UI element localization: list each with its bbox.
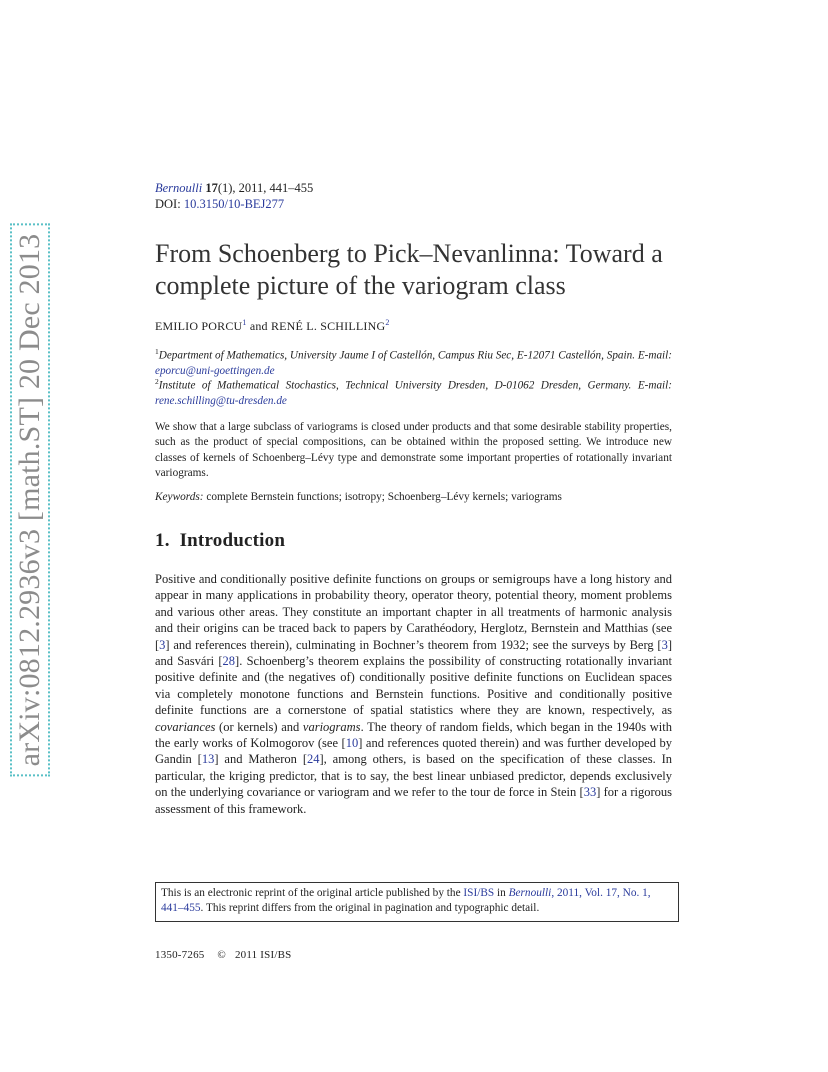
citation-link-10[interactable]: 10 [345,736,359,751]
intro-text: ] and Sasvári [ [155,637,672,669]
reprint-text: . This reprint differs from the original in pagination and typographic detail. [200,902,540,915]
journal-issue-pages: (1), 2011, 441–455 [217,181,314,195]
affiliation-2 [155,374,672,409]
page-footer [155,949,291,961]
keywords-label: Keywords: [155,491,204,503]
abstract: We show that a large subclass of variograms is closed under products and that some desirable stability properties, such as the product of special compositions, can be obtained within the proposed setting. We introduce new classes of kernels of Schoenberg–Lévy type and demonstrate some important properties of rotationally invariant variograms. [155,421,672,480]
section-number: 1. [155,530,170,551]
intro-text: ] and references quoted therein) and was further developed by Gandin [ [155,736,672,767]
affiliation-1-email-link[interactable]: eporcu@uni-goettingen.de [155,364,275,377]
reprint-journal-link[interactable]: Bernoulli [508,887,552,899]
intro-emphasis-covariances: covariances [155,719,216,734]
journal-volume: 17 [205,181,218,195]
affiliation-2-text: Institute of Mathematical Stochastics, Technical University Dresden, D-01062 Dresden, Germany. E-mail: [158,379,672,392]
copyright-year-publisher: 2011 ISI/BS [234,949,292,961]
intro-text: ], among others, is based on the specification of these classes. In particular, the kriging predictor, that is to say, the best linear unbiased predictor, depends exclusively on the underlying covariance or variogram and we refer to the tour de force in Stein [ [155,752,672,800]
intro-text: . The theory of random fields, which began in the 1940s with the early works of Kolmogorov (see [ [155,719,672,751]
citation-link-24[interactable]: 24 [307,752,320,767]
author-2-affiliation-ref[interactable]: 2 [385,318,390,327]
citation-link-13[interactable]: 13 [201,752,215,767]
intro-emphasis-variograms: variograms [302,719,361,734]
intro-text: ]. Schoenberg’s theorem explains the possibility of constructing rotationally invariant positive definite and (the negatives of) conditionally positive definite functions on Euclidean spaces via completely monotone functions and Bernstein functions. Positive and conditionally positive definite functions are a cornerstone of spatial statistics where they are known, respectively, as [155,654,672,718]
section-heading [155,530,285,552]
author-1: EMILIO PORCU [155,319,243,333]
reprint-text: This is an electronic reprint of the original article published by the [161,887,464,899]
intro-text: ] and references therein), culminating in Bochner’s theorem from 1932; see the surveys by Berg [ [165,637,662,652]
author-1-affiliation-ref[interactable]: 1 [242,318,247,327]
author-2: RENÉ L. SCHILLING [270,319,386,333]
intro-text: ] for a rigorous assessment of this framework. [155,785,672,816]
intro-text: Positive and conditionally positive definite functions on groups or semigroups have a long history and appear in many applications in probability theory, operator theory, potential theory, moment problems and various other areas. They constitute an important chapter in all treatments of harmonic analysis and their origins can be traced back to papers by Carathéodory, Herglotz, Bernstein and Matthias (see [ [155,572,672,652]
intro-text: ] and Matheron [ [214,752,307,767]
affiliation-2-email-link[interactable]: rene.schilling@tu-dresden.de [155,394,287,407]
author-line [155,318,390,334]
affiliation-2-marker: 2 [155,377,159,386]
affiliation-1-text: Department of Mathematics, University Jaume I of Castellón, Campus Riu Sec, E-12071 Castellón, Spain. E-mail: [158,349,672,362]
paper-title: From Schoenberg to Pick–Nevanlinna: Toward a complete picture of the variogram class [155,239,663,300]
copyright-icon: © [217,949,226,961]
intro-text: (or kernels) and [215,719,303,734]
author-conjunction: and [249,319,268,333]
reprint-citation-link[interactable]: , 2011, Vol. 17, No. 1, 441–455 [161,887,651,915]
journal-citation [155,180,313,212]
section-title: Introduction [179,530,286,551]
citation-link-3[interactable]: 3 [661,637,668,652]
arxiv-identifier[interactable]: arXiv:0812.2936v3 [math.ST] 20 Dec 2013 [10,224,50,777]
reprint-text: in [494,887,509,899]
journal-name-link[interactable]: Bernoulli [155,181,203,195]
keywords-text: complete Bernstein functions; isotropy; Schoenberg–Lévy kernels; variograms [206,491,562,503]
publisher-link[interactable]: ISI/BS [463,887,495,899]
arxiv-sidebar [8,233,52,767]
keywords [155,490,672,505]
doi-label: DOI: [155,197,181,211]
introduction-paragraph [155,571,672,817]
reprint-notice-box [155,882,679,922]
issn: 1350-7265 [155,949,205,961]
doi-link[interactable]: 10.3150/10-BEJ277 [183,197,285,211]
citation-link-33[interactable]: 33 [583,785,597,800]
citation-link-3[interactable]: 3 [159,637,166,652]
affiliation-1-marker: 1 [155,347,159,356]
citation-link-28[interactable]: 28 [222,654,236,669]
